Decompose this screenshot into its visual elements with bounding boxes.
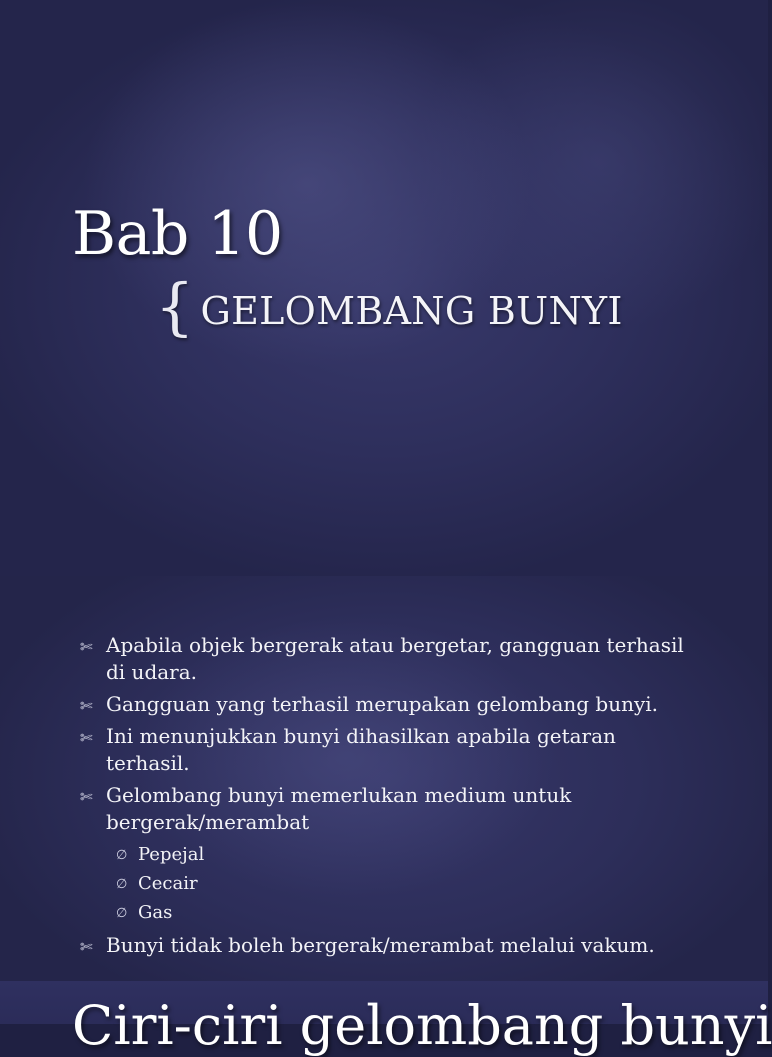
bullet-text: Ini menunjukkan bunyi dihasilkan apabila getaran terhasil. xyxy=(106,724,616,775)
slide-2 xyxy=(0,576,768,981)
sub-bullet-text: Cecair xyxy=(138,873,198,894)
empty-set-bullet-icon: ∅ xyxy=(116,906,128,921)
slide-subtitle: GELOMBANG BUNYI xyxy=(200,289,623,333)
sub-bullet-text: Gas xyxy=(138,902,173,923)
brace-decoration: { xyxy=(155,270,195,343)
bullet-text: Apabila objek bergerak atau bergetar, gangguan terhasil di udara. xyxy=(106,633,684,684)
scissors-bullet-icon: ✄ xyxy=(80,729,93,747)
slide-title: Bab 10 xyxy=(72,199,283,269)
empty-set-bullet-icon: ∅ xyxy=(116,848,128,863)
bullet-item xyxy=(80,782,690,927)
subtitle-row xyxy=(155,270,623,343)
sub-bullet-text: Pepejal xyxy=(138,844,205,865)
bullet-list xyxy=(80,632,690,964)
slide-3-title: Ciri-ciri gelombang bunyi xyxy=(72,994,772,1057)
slide-3 xyxy=(0,981,772,1057)
bullet-text: Bunyi tidak boleh bergerak/merambat melalui vakum. xyxy=(106,933,655,957)
scissors-bullet-icon: ✄ xyxy=(80,697,93,715)
sub-bullet-item xyxy=(116,840,690,869)
sub-bullet-item xyxy=(116,898,690,927)
bullet-item xyxy=(80,691,690,718)
scissors-bullet-icon: ✄ xyxy=(80,938,93,956)
empty-set-bullet-icon: ∅ xyxy=(116,877,128,892)
scissors-bullet-icon: ✄ xyxy=(80,788,93,806)
bullet-text: Gangguan yang terhasil merupakan gelombang bunyi. xyxy=(106,692,659,716)
scissors-bullet-icon: ✄ xyxy=(80,638,93,656)
sub-bullet-list xyxy=(106,840,690,927)
bullet-item xyxy=(80,723,690,777)
bullet-item xyxy=(80,932,690,959)
sub-bullet-item xyxy=(116,869,690,898)
bullet-item xyxy=(80,632,690,686)
bullet-text: Gelombang bunyi memerlukan medium untuk bergerak/merambat xyxy=(106,783,572,834)
